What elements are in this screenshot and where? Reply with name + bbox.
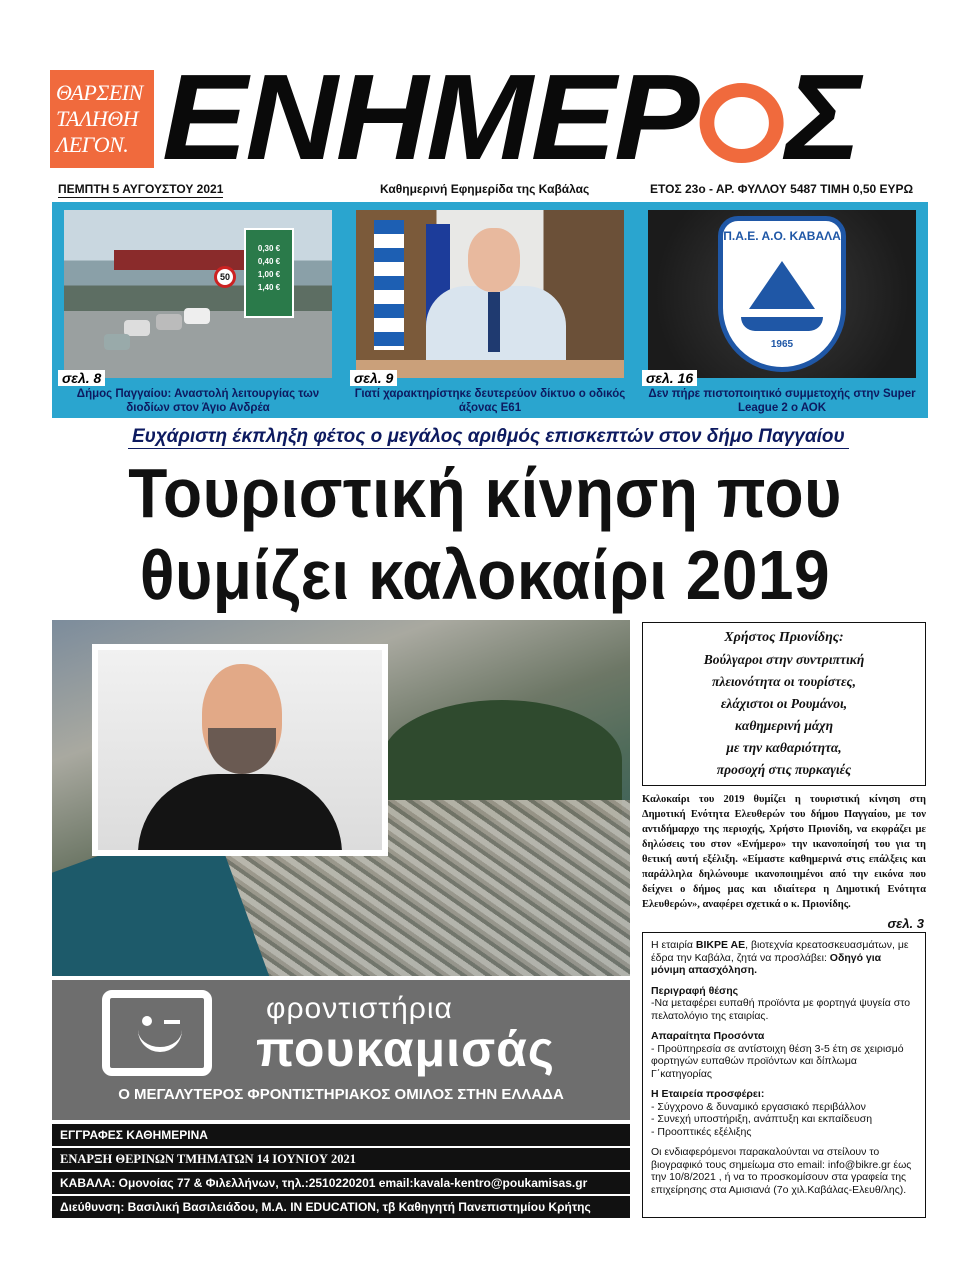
- job-offer-title: Η Εταιρεία προσφέρει:: [651, 1088, 765, 1100]
- portrait-beard: [208, 728, 276, 774]
- toll-price-sign: [244, 228, 294, 318]
- teaser-aok[interactable]: [636, 202, 928, 418]
- teaser-page: σελ. 9: [350, 370, 397, 386]
- teaser-page: σελ. 8: [58, 370, 105, 386]
- job-company: ΒΙΚΡΕ ΑΕ: [695, 939, 746, 951]
- job-req-text: - Προϋπηρεσία σε αντίστοιχη θέση 3-5 έτη σε χειρισμό φορτηγών ευπαθών προϊόντων και δίπλωμα Γ΄κατηγορίας: [651, 1042, 904, 1080]
- ship-hull: [741, 317, 823, 331]
- job-offers: [651, 1088, 917, 1138]
- ad-bar: ΕΝΑΡΞΗ ΘΕΡΙΝΩΝ ΤΜΗΜΑΤΩΝ 14 ΙΟΥΝΙΟΥ 2021: [52, 1148, 630, 1170]
- job-offer-item: - Συνεχή υποστήριξη, ανάπτυξη και εκπαίδευση: [651, 1113, 873, 1125]
- teaser-caption: Δήμος Παγγαίου: Αναστολή λειτουργίας των διοδίων στον Άγιο Ανδρέα: [76, 388, 320, 414]
- wink-tv-icon: [102, 990, 212, 1076]
- sign-value: 1,00 €: [257, 270, 281, 279]
- job-closing: Οι ενδιαφερόμενοι παρακαλούνται να στείλουν το βιογραφικό τους σημείωμα στο email: info@bikre.gr έως την 10/8/2021 , ή να το προσκομίσουν στα γραφεία της επιχείρησης στα Αμισιανά (7ο χιλ.Καβάλας-Ελευθ/λης).: [651, 1146, 912, 1196]
- crest-photo: [648, 210, 916, 378]
- teaser-strip: [52, 202, 928, 418]
- quote-line: με την καθαριότητα,: [726, 740, 842, 755]
- sign-value: 1,40 €: [257, 283, 281, 292]
- quote-line: ελάχιστοι οι Ρουμάνοι,: [720, 696, 848, 711]
- teaser-e61[interactable]: [344, 202, 636, 418]
- official-photo: [356, 210, 624, 378]
- ad-tagline: Ο ΜΕΓΑΛΥΤΕΡΟΣ ΦΡΟΝΤΙΣΤΗΡΙΑΚΟΣ ΟΜΙΛΟΣ ΣΤΗΝ ΕΛΛΑΔΑ: [118, 1086, 564, 1103]
- sign-value: 0,30 €: [257, 244, 281, 253]
- story-page-ref: σελ. 3: [887, 916, 924, 931]
- toll-road-photo: [64, 210, 332, 378]
- aerial-town-photo: [52, 620, 630, 976]
- motto-box: [50, 70, 154, 168]
- quote-line: προσοχή στις πυρκαγιές: [716, 762, 852, 777]
- wink-icon: [164, 1020, 180, 1024]
- ad-brand-small: φροντιστήρια: [266, 992, 453, 1025]
- teaser-caption: Δεν πήρε πιστοποιητικό συμμετοχής στην Super League 2 ο ΑΟΚ: [648, 388, 916, 414]
- dateline: [50, 180, 920, 198]
- job-desc-title: Περιγραφή θέσης: [651, 984, 739, 997]
- job-req-title: Απαραίτητα Προσόντα: [651, 1030, 765, 1042]
- ad-bar: ΕΓΓΡΑΦΕΣ ΚΑΘΗΜΕΡΙΝΑ: [52, 1124, 630, 1146]
- logo-text: ΕΝΗΜΕΡ: [162, 49, 698, 185]
- main-headline[interactable]: [50, 452, 920, 616]
- logo-o-ring: [700, 83, 784, 163]
- motto-line: ΛΕΓΟΝ.: [56, 132, 129, 157]
- job-intro-mid: , βιοτεχνία κρεατοσκευασμάτων, με έδρα την Καβάλα, ζητά να προσλάβει:: [651, 939, 909, 964]
- motto-line: ΤΑΛΗΘΗ: [56, 106, 138, 131]
- toll-booth: [114, 250, 264, 270]
- story-body: [642, 792, 926, 931]
- crest-name: Π.Α.Ε. Α.Ο. ΚΑΒΑΛΑ: [723, 229, 841, 243]
- portrait-shirt: [138, 774, 342, 850]
- job-intro-pre: Η εταιρία: [651, 939, 696, 951]
- headline-line: θυμίζει καλοκαίρι 2019: [139, 536, 831, 614]
- job-ad: [642, 932, 926, 1218]
- job-intro: [651, 939, 917, 977]
- job-offer-item: - Σύγχρονο & δυναμικό εργασιακό περιβάλλον: [651, 1100, 866, 1113]
- portrait-inner: [98, 650, 382, 850]
- eye-icon: [142, 1016, 152, 1026]
- headline-line: Τουριστική κίνηση που: [128, 454, 842, 532]
- car: [104, 334, 130, 350]
- job-description: [651, 985, 917, 1023]
- ad-bar: Διεύθυνση: Βασιλική Βασιλειάδου, M.A. IN EDUCATION, τβ Καθηγητή Πανεπιστημίου Κρήτης: [52, 1196, 630, 1218]
- poukamisas-ad[interactable]: [52, 980, 630, 1120]
- headline-kicker: Ευχάριστη έκπληξη φέτος ο μεγάλος αριθμός επισκεπτών στον δήμο Παγγαίου: [128, 426, 849, 449]
- portrait-photo: [92, 644, 388, 856]
- issue-date: ΠΕΜΠΤΗ 5 ΑΥΓΟΥΣΤΟΥ 2021: [58, 182, 224, 196]
- ad-info-bars: [52, 1124, 630, 1220]
- person-head: [468, 228, 520, 292]
- job-desc-text: -Να μεταφέρει ευπαθή προϊόντα με φορτηγά ψυγεία στο πελατολόγιο της εταιρίας.: [651, 997, 911, 1022]
- club-crest: [718, 216, 846, 372]
- job-requirements: [651, 1030, 917, 1080]
- teaser-tolls[interactable]: [52, 202, 344, 418]
- smile-icon: [138, 1030, 182, 1052]
- quote-box: [642, 622, 926, 786]
- teaser-page: σελ. 16: [642, 370, 697, 386]
- car: [184, 308, 210, 324]
- teaser-caption: Γιατί χαρακτηρίστηκε δευτερεύον δίκτυο ο οδικός άξονας Ε61: [354, 388, 626, 414]
- job-offer-item: - Προοπτικές εξέλιξης: [651, 1125, 752, 1138]
- ad-brand-big: πουκαμισάς: [256, 1021, 555, 1077]
- quote-line: πλειονότητα οι τουρίστες,: [712, 674, 856, 689]
- quote-line: Βούλγαροι στην συντριπτική: [703, 652, 865, 667]
- person-tie: [488, 292, 500, 352]
- paper-subtitle: Καθημερινή Εφημερίδα της Καβάλας: [380, 182, 590, 196]
- car: [156, 314, 182, 330]
- quote-line: καθημερινή μάχη: [735, 718, 833, 733]
- issue-info: ΕΤΟΣ 23ο - ΑΡ. ΦΥΛΛΟΥ 5487 ΤΙΜΗ 0,50 ΕΥΡΩ: [650, 182, 914, 196]
- speed-limit-sign: 50: [214, 266, 236, 288]
- greek-flag: [374, 220, 404, 350]
- story-text: Καλοκαίρι του 2019 θυμίζει η τουριστική κίνηση στη Δημοτική Ενότητα Ελευθερών του δήμου Παγγαίου, με τον αντιδήμαρχο της περιοχής, Χρήστο Πριονίδη, να εκφράζει με δηλώσεις του στον «Ενήμερο» την ικανοποίησή του για τη θετική αυτή εξέλιξη. «Είμαστε καθημερινά στις επάλξεις και παράλληλα δηλώνουμε ικανοποιημένοι από την εικόνα που δείχνει ο δήμος μας και ιδιαίτερα η Δημοτική Ενότητα Ελευθερών», αναφέρει σχετικά ο κ. Πριονίδης.: [642, 794, 926, 910]
- motto-line: ΘΑΡΣΕΙΝ: [56, 80, 143, 105]
- ad-bar: ΚΑΒΑΛΑ: Ομονοίας 77 & Φιλελλήνων, τηλ.:2510220201 email:kavala-kentro@poukamisas.gr: [52, 1172, 630, 1194]
- quote-name: Χρήστος Πριονίδης:: [724, 630, 844, 645]
- newspaper-logo: [162, 49, 860, 185]
- job-role: Οδηγό για μόνιμη απασχόληση.: [651, 951, 882, 976]
- logo-text-end: Σ: [785, 49, 860, 185]
- sign-value: 0,40 €: [257, 257, 281, 266]
- masthead: [50, 49, 920, 185]
- crest-year: 1965: [770, 339, 794, 350]
- ship-icon: [749, 261, 815, 321]
